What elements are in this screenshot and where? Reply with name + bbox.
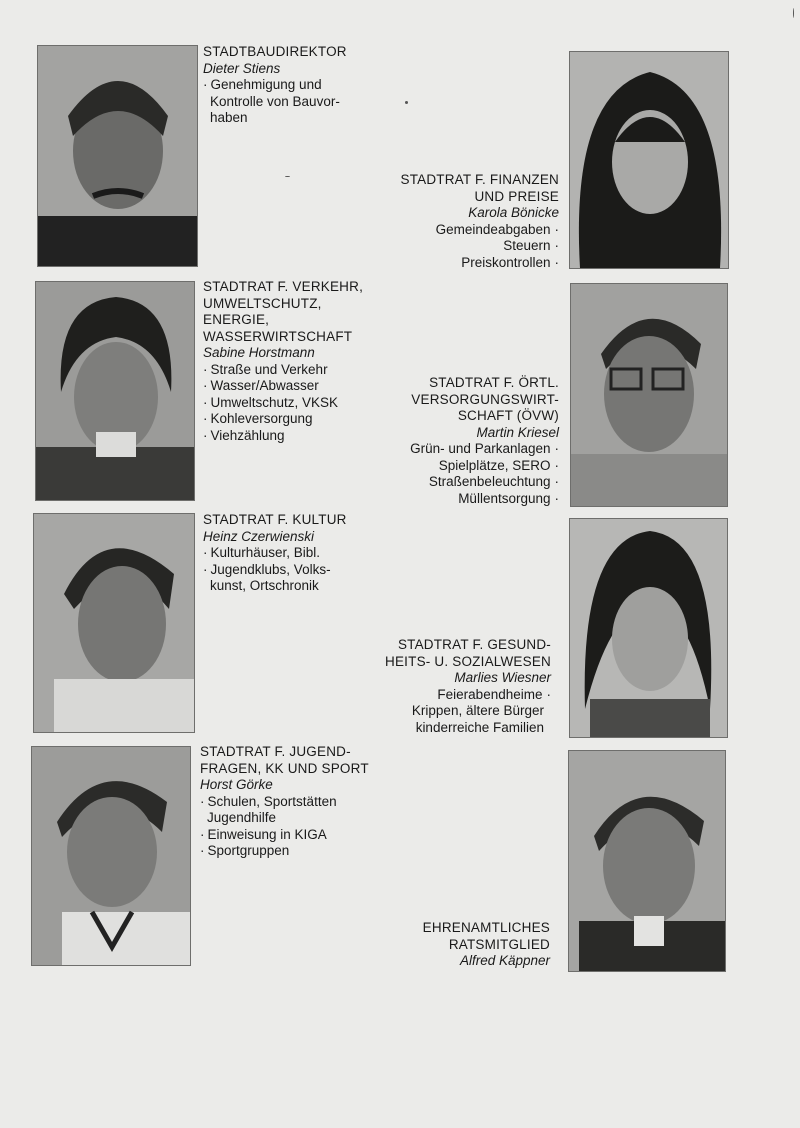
member-card-stiens bbox=[203, 44, 347, 127]
member-card-horstmann bbox=[203, 279, 363, 444]
member-title: STADTRAT F. KULTUR bbox=[203, 512, 347, 527]
duty-item: · Kulturhäuser, Bibl. bbox=[203, 545, 347, 562]
member-title: UND PREISE bbox=[474, 188, 559, 204]
duty-item: Müllentsorgung · bbox=[410, 491, 559, 508]
duty-item: · Straße und Verkehr bbox=[203, 362, 363, 379]
member-title: RATSMITGLIED bbox=[448, 936, 550, 952]
duty-item: Steuern · bbox=[400, 238, 559, 255]
member-card-czerwienski bbox=[203, 512, 347, 595]
member-title: STADTRAT F. GESUND- bbox=[397, 637, 551, 652]
member-title: FRAGEN, KK UND SPORT bbox=[200, 760, 369, 776]
print-speck bbox=[793, 8, 794, 18]
duty-item: Kontrolle von Bauvor- bbox=[210, 93, 340, 109]
duty-item: · Viehzählung bbox=[203, 428, 363, 445]
duty-item: Feierabendheime · bbox=[385, 687, 551, 704]
member-title: STADTRAT F. VERKEHR, bbox=[203, 279, 364, 294]
duty-item: · Sportgruppen bbox=[200, 843, 369, 860]
duty-item: kunst, Ortschronik bbox=[210, 578, 319, 593]
duty-item: · Kohleversorgung bbox=[203, 411, 363, 428]
member-title: STADTRAT F. JUGEND- bbox=[200, 744, 351, 759]
duty-item: Straßenbeleuchtung · bbox=[410, 474, 559, 491]
duty-item: Krippen, ältere Bürger bbox=[411, 703, 544, 718]
member-card-boenicke bbox=[400, 172, 559, 271]
portrait-photo-kriesel bbox=[570, 283, 728, 507]
duty-item: · Schulen, Sportstätten bbox=[200, 794, 369, 811]
portrait-photo-goerke bbox=[31, 746, 191, 966]
portrait-photo-kaeppner bbox=[568, 750, 726, 972]
duty-item: · Einweisung in KIGA bbox=[200, 827, 369, 844]
duty-item: Gemeindeabgaben · bbox=[400, 222, 559, 239]
print-speck bbox=[405, 101, 408, 104]
member-title: ENERGIE, bbox=[203, 312, 270, 327]
member-name: Sabine Horstmann bbox=[203, 345, 315, 360]
portrait-photo-horstmann bbox=[35, 281, 195, 501]
duty-item: · Wasser/Abwasser bbox=[203, 378, 363, 395]
member-card-kriesel bbox=[410, 375, 559, 507]
member-name: Marlies Wiesner bbox=[454, 670, 551, 685]
duty-item: kinderreiche Familien bbox=[415, 719, 544, 735]
member-card-kaeppner bbox=[423, 920, 550, 970]
portrait-photo-stiens bbox=[37, 45, 198, 267]
member-card-goerke bbox=[200, 744, 369, 860]
member-name: Martin Kriesel bbox=[476, 424, 559, 440]
member-name: Karola Bönicke bbox=[468, 205, 559, 220]
member-title: WASSERWIRTSCHAFT bbox=[203, 328, 353, 344]
duty-item: Jugendhilfe bbox=[207, 810, 277, 825]
portrait-photo-boenicke bbox=[569, 51, 729, 269]
print-speck bbox=[285, 176, 290, 177]
member-name: Heinz Czerwienski bbox=[203, 528, 315, 544]
duty-item: · Umweltschutz, VKSK bbox=[203, 395, 363, 412]
member-card-wiesner bbox=[385, 637, 551, 736]
member-title: VERSORGUNGSWIRT- bbox=[411, 391, 559, 407]
duty-item: · Genehmigung und bbox=[203, 77, 347, 94]
duty-item: haben bbox=[210, 110, 248, 125]
member-title: STADTRAT F. ÖRTL. bbox=[429, 375, 559, 390]
member-title: UMWELTSCHUTZ, bbox=[203, 295, 322, 311]
member-name: Alfred Käppner bbox=[459, 953, 550, 968]
duty-item: · Jugendklubs, Volks- bbox=[203, 562, 347, 579]
member-name: Horst Görke bbox=[200, 777, 273, 792]
member-title: STADTRAT F. FINANZEN bbox=[400, 172, 559, 187]
duty-item: Spielplätze, SERO · bbox=[410, 458, 559, 475]
duty-item: Grün- und Parkanlagen · bbox=[410, 441, 559, 458]
member-name: Dieter Stiens bbox=[203, 60, 281, 76]
member-title: STADTBAUDIREKTOR bbox=[203, 44, 347, 59]
portrait-photo-wiesner bbox=[569, 518, 728, 738]
duty-item: Preiskontrollen · bbox=[400, 255, 559, 272]
member-title: EHRENAMTLICHES bbox=[422, 920, 550, 935]
member-title: SCHAFT (ÖVW) bbox=[457, 408, 559, 423]
portrait-photo-czerwienski bbox=[33, 513, 195, 733]
member-title: HEITS- U. SOZIALWESEN bbox=[385, 653, 551, 669]
